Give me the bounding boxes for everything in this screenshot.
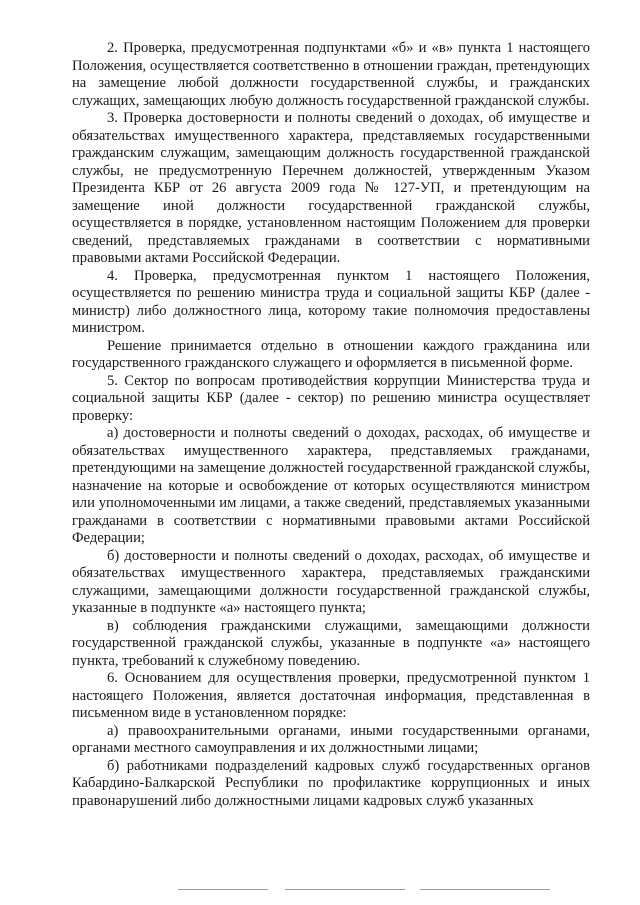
footer-rule-right [420,889,550,890]
paragraph-5-b: б) достоверности и полноты сведений о доходах, расходах, об имуществе и обязательствах имущественного характера, представляемых гражданскими служащими, замещающими должности государственной гражданской службы, указанные в подпункте «а» настоящего пункта; [72,547,590,616]
paragraph-2: 2. Проверка, предусмотренная подпунктами «б» и «в» пункта 1 настоящего Положения, осуществляется соответственно в отношении граждан, претендующих на замещение любой должности государственной службы, и гражданских служащих, замещающих любую должность государственной гражданской службы. [72,40,590,109]
paragraph-6-a: а) правоохранительными органами, иными государственными органами, органами местного самоуправления и их должностными лицами; [72,722,590,756]
document-page [72,40,590,810]
paragraph-5: 5. Сектор по вопросам противодействия коррупции Министерства труда и социальной защиты КБР (далее - сектор) по решению министра осуществляет проверку: [72,372,590,424]
paragraph-5-a: а) достоверности и полноты сведений о доходах, расходах, об имуществе и обязательствах имущественного характера, представляемых гражданами, претендующими на замещение должностей государственной гражданской службы, назначение на которые и освобождение от которых осуществляются министром или уполномоченными им лицами, а также сведений, представляемых указанными гражданами в соответствии с нормативными правовыми актами Российской Федерации; [72,425,590,546]
paragraph-4-decision: Решение принимается отдельно в отношении каждого гражданина или государственного гражданского служащего и оформляется в письменной форме. [72,337,590,371]
paragraph-5-v: в) соблюдения гражданскими служащими, замещающими должности государственной гражданской службы, указанные в подпункте «а» настоящего пункта, требований к служебному поведению. [72,617,590,669]
footer-rule-center [285,889,405,890]
paragraph-4: 4. Проверка, предусмотренная пунктом 1 настоящего Положения, осуществляется по решению министра труда и социальной защиты КБР (далее - министр) либо должностного лица, которому такие полномочия предоставлены министром. [72,267,590,336]
paragraph-6: 6. Основанием для осуществления проверки, предусмотренной пунктом 1 настоящего Положения, является достаточная информация, представленная в письменном виде в установленном порядке: [72,670,590,721]
paragraph-6-b: б) работниками подразделений кадровых служб государственных органов Кабардино-Балкарской Республики по профилактике коррупционных и иных правонарушений либо должностными лицами кадровых служб указанных [72,757,590,809]
footer-rule-left [178,889,268,890]
paragraph-3: 3. Проверка достоверности и полноты сведений о доходах, об имуществе и обязательствах имущественного характера, представляемых государственными гражданским служащим, замещающим должность государственной гражданской службы, не предусмотренную Перечнем должностей, утвержденным Указом Президента КБР от 26 августа 2009 года № 127-УП, и претендующим на замещение иной должности государственной гражданской службы, осуществляется в порядке, установленном настоящим Положением для проверки сведений, представляемых гражданами в соответствии с нормативными правовыми актами Российской Федерации. [72,110,590,266]
